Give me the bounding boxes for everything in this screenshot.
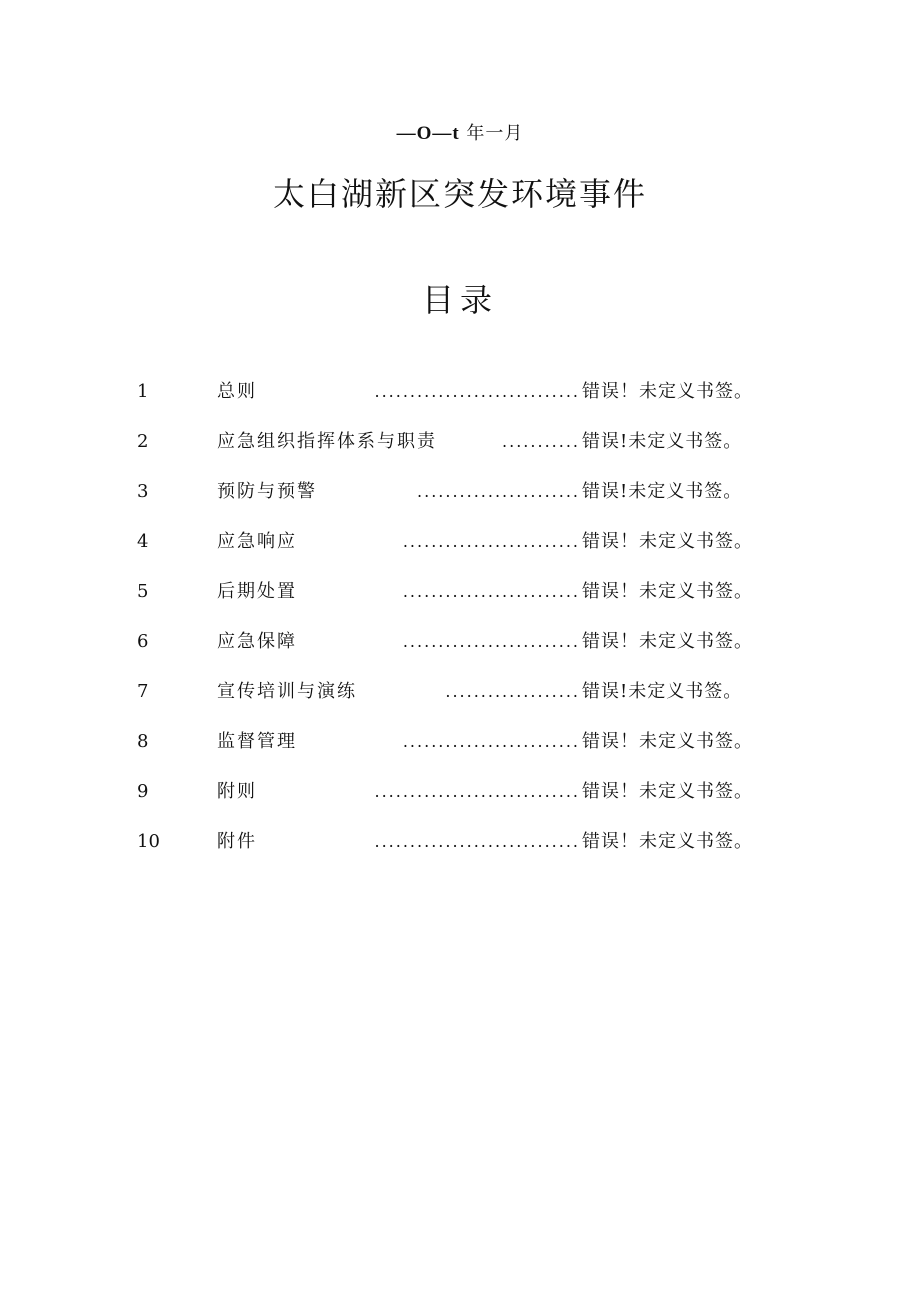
toc-entry-number: 10 [137, 831, 160, 852]
toc-entry-page: 错误！未定义书签。 [582, 581, 753, 602]
date-suffix: 年一月 [466, 123, 524, 144]
toc-entry-leader: ........... [502, 432, 580, 451]
toc-entry-page: 错误！未定义书签。 [582, 781, 753, 802]
toc-entry-number: 1 [137, 381, 149, 402]
toc-entry-title: 附件 [217, 831, 257, 852]
toc-entry-page: 错误!未定义书签。 [582, 431, 743, 452]
toc-entry[interactable] [0, 622, 920, 662]
toc-entry-leader: ............................. [374, 782, 580, 801]
toc-entry[interactable] [0, 522, 920, 562]
document-code: —O—t [396, 123, 460, 144]
date-line [0, 121, 920, 147]
toc-entry[interactable] [0, 722, 920, 762]
toc-entry-number: 4 [137, 531, 149, 552]
toc-entry-page: 错误！未定义书签。 [582, 531, 753, 552]
toc-entry-title: 后期处置 [217, 581, 297, 602]
toc-entry-page: 错误！未定义书签。 [582, 831, 753, 852]
toc-entry-number: 5 [137, 581, 149, 602]
toc-entry-title: 监督管理 [217, 731, 297, 752]
toc-entry-page: 错误！未定义书签。 [582, 381, 753, 402]
toc-heading: 目录 [421, 281, 498, 319]
toc-entry-title: 应急响应 [217, 531, 297, 552]
toc-entry-leader: ......................... [402, 532, 580, 551]
toc-entry-title: 预防与预警 [217, 481, 317, 502]
toc-entry-title: 应急保障 [217, 631, 297, 652]
toc-entry-number: 7 [137, 681, 149, 702]
toc-entry-leader: ....................... [417, 482, 580, 501]
toc-entry[interactable] [0, 572, 920, 612]
toc-entry[interactable] [0, 472, 920, 512]
toc-entry-number: 2 [137, 431, 149, 452]
toc-entry-leader: ............................. [374, 382, 580, 401]
toc-entry-title: 附则 [217, 781, 257, 802]
toc-entry[interactable] [0, 772, 920, 812]
toc-entry-title: 总则 [217, 381, 257, 402]
toc-entry-number: 8 [137, 731, 149, 752]
toc-entry[interactable] [0, 672, 920, 712]
toc-entry-page: 错误！未定义书签。 [582, 731, 753, 752]
toc-entry[interactable] [0, 822, 920, 862]
toc-entry-leader: ......................... [402, 732, 580, 751]
toc-entry[interactable] [0, 372, 920, 412]
toc-entry-leader: ......................... [402, 632, 580, 651]
toc-entry-number: 9 [137, 781, 149, 802]
toc-entry-leader: ................... [445, 682, 580, 701]
toc-entry-leader: ......................... [402, 582, 580, 601]
toc-entry[interactable] [0, 422, 920, 462]
toc-entry-page: 错误!未定义书签。 [582, 681, 743, 702]
toc-entry-page: 错误!未定义书签。 [582, 481, 743, 502]
toc-entry-title: 宣传培训与演练 [217, 681, 357, 702]
toc-entry-number: 3 [137, 481, 149, 502]
toc-entry-number: 6 [137, 631, 149, 652]
document-title: 太白湖新区突发环境事件 [272, 175, 647, 213]
toc-entry-page: 错误！未定义书签。 [582, 631, 753, 652]
toc-entry-title: 应急组织指挥体系与职责 [217, 431, 437, 452]
toc-entry-leader: ............................. [374, 832, 580, 851]
